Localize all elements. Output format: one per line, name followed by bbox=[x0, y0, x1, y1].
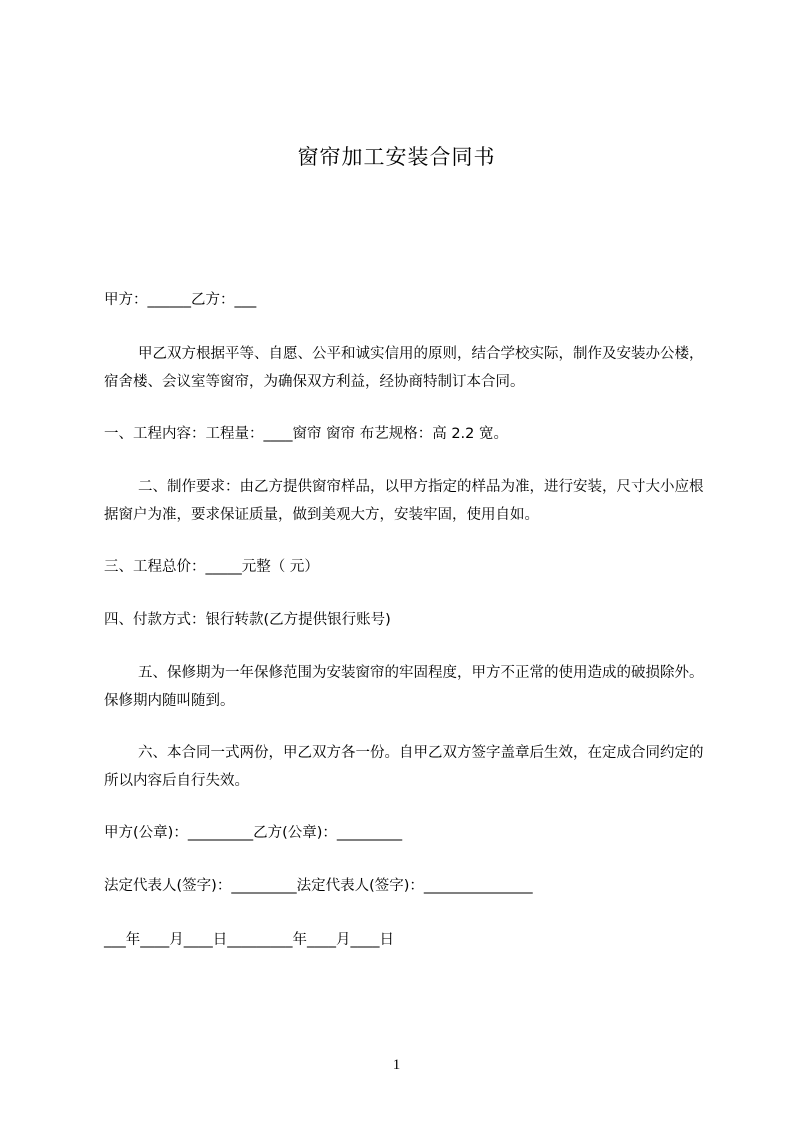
clause-4: 四、付款方式：银行转款(乙方提供银行账号) bbox=[104, 612, 391, 628]
representatives-line: 法定代表人(签字)：_________法定代表人(签字)：_______________ bbox=[104, 878, 533, 894]
document-title: 窗帘加工安装合同书 bbox=[297, 145, 496, 169]
clause-6: 六、本合同一式两份，甲乙双方各一份。自甲乙双方签字盖章后生效，在定成合同约定的所以内容后自行失效。 bbox=[104, 745, 704, 789]
seals-line: 甲方(公章)：_________乙方(公章)：_________ bbox=[104, 825, 403, 841]
clause-1: 一、工程内容：工程量：____窗帘 窗帘 布艺规格：高 2.2 宽。 bbox=[104, 426, 508, 442]
parties-line: 甲方：______乙方：___ bbox=[104, 292, 257, 308]
clause-2: 二、制作要求：由乙方提供窗帘样品，以甲方指定的样品为准，进行安装，尺寸大小应根据窗户为准，要求保证质量，做到美观大方，安装牢固，使用自如。 bbox=[104, 479, 704, 523]
dates-line: ___年____月____日_________年____月____日 bbox=[104, 932, 394, 948]
intro-paragraph: 甲乙双方根据平等、自愿、公平和诚实信用的原则，结合学校实际，制作及安装办公楼，宿舍楼、会议室等窗帘，为确保双方利益，经协商特制订本合同。 bbox=[104, 346, 704, 390]
clause-3: 三、工程总价：_____元整（ 元） bbox=[104, 559, 319, 575]
page-number: 1 bbox=[392, 1057, 401, 1073]
clause-5: 五、保修期为一年保修范围为安装窗帘的牢固程度，甲方不正常的使用造成的破损除外。保修期内随叫随到。 bbox=[104, 665, 704, 709]
